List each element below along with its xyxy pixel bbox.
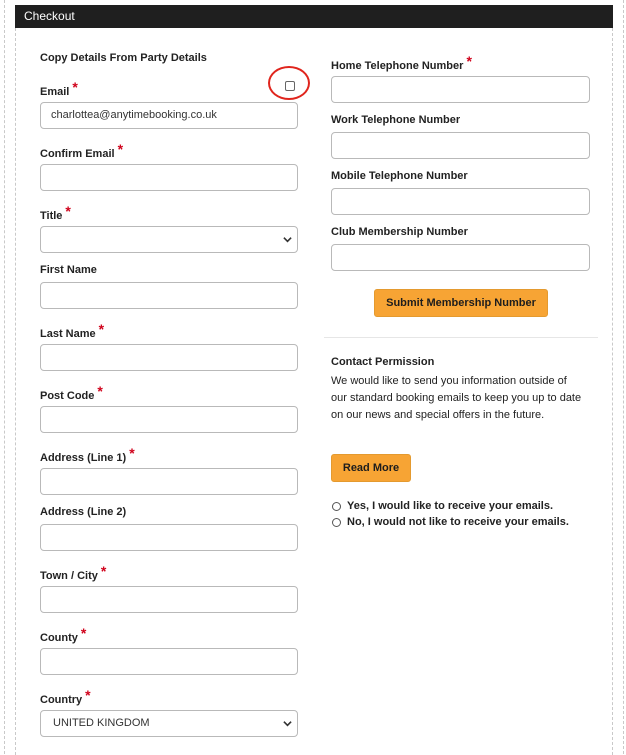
submit-membership-button[interactable]: Submit Membership Number: [374, 289, 548, 317]
required-icon: *: [85, 687, 91, 703]
address-line2-label: Address (Line 2): [40, 506, 127, 518]
address-line1-field[interactable]: [40, 468, 298, 495]
home-telephone-field[interactable]: [331, 76, 590, 103]
required-icon: *: [65, 203, 71, 219]
required-icon: *: [466, 53, 472, 69]
required-icon: *: [98, 321, 105, 337]
first-name-field[interactable]: [40, 282, 298, 309]
work-telephone-label: Work Telephone Number: [331, 114, 461, 126]
address-line1-label: Address (Line 1) *: [40, 445, 135, 464]
highlight-ring: [268, 66, 310, 100]
contact-permission-line1: We would like to send you information outside of: [331, 375, 567, 387]
checkout-title: Checkout: [24, 9, 75, 23]
checkout-header: [15, 5, 613, 28]
title-select[interactable]: [40, 226, 298, 253]
first-name-label: First Name: [40, 264, 97, 276]
mobile-telephone-field[interactable]: [331, 188, 590, 215]
confirm-email-field[interactable]: [40, 164, 298, 191]
town-city-label: Town / City *: [40, 563, 107, 582]
chevron-down-icon: [283, 719, 292, 728]
title-label: Title *: [40, 203, 71, 222]
checkout-form: [15, 28, 613, 755]
email-label: Email *: [40, 79, 78, 98]
required-icon: *: [117, 141, 124, 157]
required-icon: *: [129, 445, 135, 461]
last-name-field[interactable]: [40, 344, 298, 371]
county-field[interactable]: [40, 648, 298, 675]
contact-permission-line3: on our news and special offers in the future.: [331, 409, 545, 421]
address-line2-field[interactable]: [40, 524, 298, 551]
country-select[interactable]: [40, 710, 298, 737]
confirm-email-label: Confirm Email *: [40, 141, 124, 160]
country-select-value: UNITED KINGDOM: [53, 717, 150, 729]
divider: [324, 337, 598, 338]
home-telephone-label: Home Telephone Number *: [331, 53, 472, 72]
required-icon: *: [80, 625, 87, 641]
post-code-label: Post Code *: [40, 383, 103, 402]
chevron-down-icon: [283, 235, 292, 244]
club-membership-field[interactable]: [331, 244, 590, 271]
email-consent-yes-radio[interactable]: [332, 502, 341, 511]
email-consent-yes-label: Yes, I would like to receive your emails.: [347, 500, 554, 512]
country-label: Country *: [40, 687, 91, 706]
contact-permission-line2: our standard booking emails to keep you up to date: [331, 392, 582, 404]
mobile-telephone-label: Mobile Telephone Number: [331, 170, 468, 182]
club-membership-label: Club Membership Number: [331, 226, 468, 238]
required-icon: *: [100, 563, 107, 579]
town-city-field[interactable]: [40, 586, 298, 613]
last-name-label: Last Name *: [40, 321, 105, 340]
email-field[interactable]: charlottea@anytimebooking.co.uk: [40, 102, 298, 129]
copy-details-label: Copy Details From Party Details: [40, 52, 207, 64]
contact-permission-heading: Contact Permission: [331, 356, 435, 368]
email-consent-no-label: No, I would not like to receive your emails.: [347, 516, 569, 528]
required-icon: *: [72, 79, 78, 95]
required-icon: *: [97, 383, 103, 399]
post-code-field[interactable]: [40, 406, 298, 433]
email-consent-no-radio[interactable]: [332, 518, 341, 527]
work-telephone-field[interactable]: [331, 132, 590, 159]
county-label: County *: [40, 625, 87, 644]
read-more-button[interactable]: Read More: [331, 454, 411, 482]
